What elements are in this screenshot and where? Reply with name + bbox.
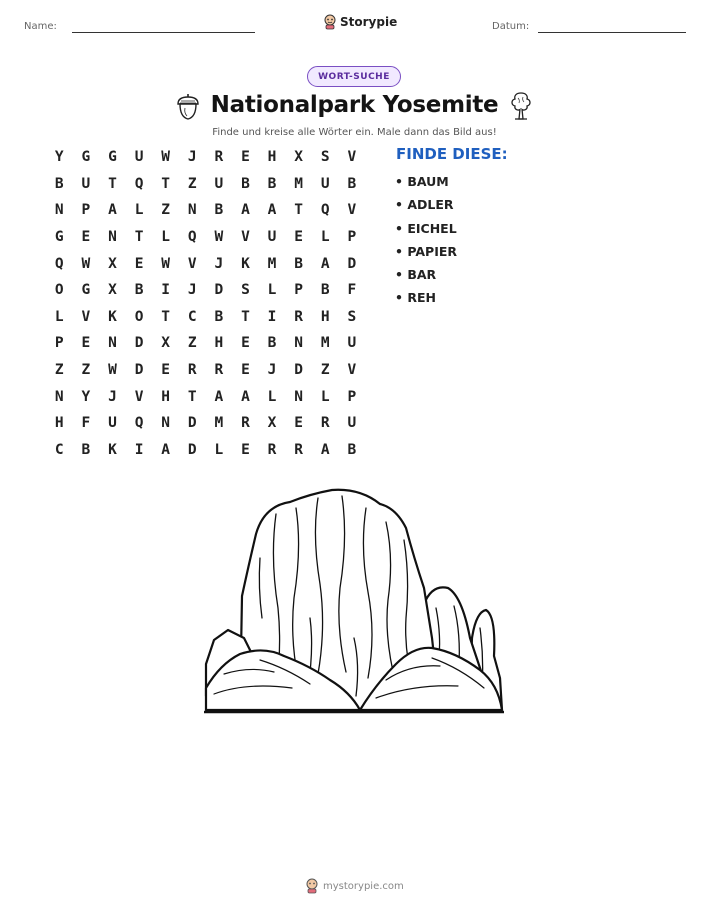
grid-cell[interactable]: Z <box>54 362 64 379</box>
grid-cell[interactable]: D <box>134 362 144 379</box>
brand-name: Storypie <box>340 15 398 29</box>
grid-cell[interactable]: A <box>320 441 330 458</box>
grid-cell[interactable]: M <box>214 415 224 432</box>
grid-cell[interactable]: N <box>187 202 197 219</box>
word-list-item: • BAR <box>395 267 437 283</box>
grid-cell[interactable]: A <box>267 202 277 219</box>
storypie-mascot-icon <box>323 14 337 30</box>
grid-cell[interactable]: C <box>54 441 64 458</box>
grid-cell[interactable]: E <box>161 362 171 379</box>
grid-cell[interactable]: R <box>241 415 250 432</box>
grid-cell[interactable]: D <box>214 282 224 299</box>
grid-cell[interactable]: H <box>214 335 224 352</box>
grid-cell[interactable]: Q <box>54 255 64 272</box>
grid-cell[interactable]: V <box>134 388 144 405</box>
grid-row <box>46 144 365 171</box>
grid-row <box>46 250 365 277</box>
grid-row <box>46 330 365 357</box>
grid-cell[interactable]: P <box>294 282 303 299</box>
footer <box>305 878 404 894</box>
grid-cell[interactable]: L <box>134 202 144 219</box>
grid-cell[interactable]: E <box>241 149 250 166</box>
grid-cell[interactable]: E <box>241 362 250 379</box>
grid-cell[interactable]: P <box>54 335 64 352</box>
grid-cell[interactable]: N <box>108 335 117 352</box>
grid-cell[interactable]: E <box>294 415 303 432</box>
grid-cell[interactable]: W <box>81 255 91 272</box>
grid-cell[interactable]: L <box>267 282 277 299</box>
grid-cell[interactable]: R <box>187 362 197 379</box>
grid-row <box>46 437 365 464</box>
grid-cell[interactable]: L <box>320 388 330 405</box>
grid-cell[interactable]: V <box>241 229 250 246</box>
grid-cell[interactable]: O <box>54 282 64 299</box>
grid-cell[interactable]: I <box>134 441 144 458</box>
word-list <box>395 170 457 310</box>
grid-cell[interactable]: D <box>134 335 144 352</box>
grid-cell[interactable]: A <box>108 202 117 219</box>
grid-cell[interactable]: E <box>241 335 250 352</box>
grid-cell[interactable]: E <box>81 335 91 352</box>
grid-cell[interactable]: B <box>81 441 91 458</box>
grid-cell[interactable]: Y <box>81 388 91 405</box>
grid-cell[interactable]: R <box>294 441 303 458</box>
grid-cell[interactable]: B <box>294 255 303 272</box>
grid-cell[interactable]: H <box>54 415 64 432</box>
grid-cell[interactable]: R <box>320 415 330 432</box>
grid-cell[interactable]: N <box>54 202 64 219</box>
instructions: Finde und kreise alle Wörter ein. Male dann das Bild aus! <box>212 127 497 138</box>
grid-cell[interactable]: E <box>294 229 303 246</box>
grid-cell[interactable]: P <box>347 229 357 246</box>
grid-cell[interactable]: H <box>161 388 171 405</box>
grid-cell[interactable]: N <box>161 415 171 432</box>
grid-cell[interactable]: X <box>108 255 117 272</box>
grid-cell[interactable]: U <box>347 415 357 432</box>
grid-cell[interactable]: X <box>108 282 117 299</box>
grid-cell[interactable]: K <box>108 308 117 325</box>
grid-cell[interactable]: F <box>81 415 91 432</box>
grid-cell[interactable]: T <box>161 175 171 192</box>
grid-cell[interactable]: D <box>187 415 197 432</box>
grid-row <box>46 304 365 331</box>
grid-cell[interactable]: C <box>187 308 197 325</box>
grid-cell[interactable]: E <box>241 441 250 458</box>
grid-cell[interactable]: M <box>267 255 277 272</box>
grid-cell[interactable]: U <box>267 229 277 246</box>
grid-cell[interactable]: H <box>267 149 277 166</box>
grid-cell[interactable]: B <box>54 175 64 192</box>
page-title: Nationalpark Yosemite <box>210 92 499 118</box>
tree-icon <box>509 90 533 122</box>
grid-cell[interactable]: W <box>161 149 171 166</box>
half-dome-rock-illustration <box>200 488 508 716</box>
grid-cell[interactable]: T <box>161 308 171 325</box>
grid-cell[interactable]: X <box>294 149 303 166</box>
grid-cell[interactable]: Q <box>187 229 197 246</box>
grid-cell[interactable]: Z <box>187 335 197 352</box>
grid-cell[interactable]: K <box>108 441 117 458</box>
grid-cell[interactable]: R <box>214 362 224 379</box>
grid-cell[interactable]: A <box>241 388 250 405</box>
grid-row <box>46 197 365 224</box>
word-list-heading: FINDE DIESE: <box>396 145 508 163</box>
grid-row <box>46 277 365 304</box>
grid-cell[interactable]: J <box>108 388 117 405</box>
grid-cell[interactable]: B <box>267 335 277 352</box>
grid-cell[interactable]: U <box>81 175 91 192</box>
word-list-item: • REH <box>395 290 436 306</box>
grid-cell[interactable]: L <box>320 229 330 246</box>
grid-cell[interactable]: M <box>294 175 303 192</box>
grid-cell[interactable]: V <box>81 308 91 325</box>
grid-cell[interactable]: P <box>347 388 357 405</box>
brand-logo <box>323 14 397 30</box>
category-badge: WORT-SUCHE <box>307 66 401 87</box>
grid-cell[interactable]: T <box>134 229 144 246</box>
grid-cell[interactable]: H <box>320 308 330 325</box>
grid-cell[interactable]: W <box>108 362 117 379</box>
grid-cell[interactable]: D <box>294 362 303 379</box>
grid-cell[interactable]: N <box>108 229 117 246</box>
grid-cell[interactable]: D <box>187 441 197 458</box>
grid-cell[interactable]: B <box>347 175 357 192</box>
grid-cell[interactable]: Z <box>320 362 330 379</box>
grid-cell[interactable]: B <box>347 441 357 458</box>
word-search-grid[interactable] <box>46 144 365 463</box>
word-list-item: • PAPIER <box>395 243 458 259</box>
grid-row <box>46 171 365 198</box>
grid-cell[interactable]: G <box>108 149 117 166</box>
grid-cell[interactable]: Q <box>320 202 330 219</box>
grid-cell[interactable]: V <box>347 149 357 166</box>
grid-cell[interactable]: B <box>214 202 224 219</box>
grid-row <box>46 383 365 410</box>
grid-cell[interactable]: V <box>347 202 357 219</box>
grid-cell[interactable]: Z <box>187 175 197 192</box>
grid-cell[interactable]: V <box>347 362 357 379</box>
name-label: Name: <box>24 21 57 32</box>
grid-cell[interactable]: S <box>347 308 357 325</box>
word-list-item: • ADLER <box>395 197 454 213</box>
grid-cell[interactable]: W <box>161 255 171 272</box>
grid-cell[interactable]: R <box>267 441 277 458</box>
grid-cell[interactable]: B <box>214 308 224 325</box>
grid-cell[interactable]: U <box>214 175 224 192</box>
grid-cell[interactable]: S <box>241 282 250 299</box>
grid-cell[interactable]: L <box>267 388 277 405</box>
grid-row <box>46 410 365 437</box>
grid-row <box>46 224 365 251</box>
grid-cell[interactable]: J <box>267 362 277 379</box>
grid-cell[interactable]: T <box>294 202 303 219</box>
grid-cell[interactable]: J <box>187 149 197 166</box>
grid-cell[interactable]: V <box>187 255 197 272</box>
grid-cell[interactable]: R <box>294 308 303 325</box>
date-line[interactable] <box>538 32 686 33</box>
grid-cell[interactable]: U <box>108 415 117 432</box>
grid-cell[interactable]: U <box>134 149 144 166</box>
footer-url[interactable]: mystorypie.com <box>323 880 404 892</box>
grid-cell[interactable]: M <box>320 335 330 352</box>
grid-cell[interactable]: X <box>267 415 277 432</box>
grid-cell[interactable]: B <box>320 282 330 299</box>
grid-cell[interactable]: D <box>347 255 357 272</box>
grid-cell[interactable]: A <box>320 255 330 272</box>
grid-cell[interactable]: B <box>134 282 144 299</box>
grid-cell[interactable]: T <box>187 388 197 405</box>
grid-cell[interactable]: L <box>54 308 64 325</box>
grid-row <box>46 357 365 384</box>
grid-cell[interactable]: O <box>134 308 144 325</box>
grid-cell[interactable]: G <box>81 149 91 166</box>
grid-cell[interactable]: B <box>241 175 250 192</box>
grid-cell[interactable]: A <box>161 441 171 458</box>
grid-cell[interactable]: P <box>81 202 91 219</box>
word-list-item: • EICHEL <box>395 220 457 236</box>
grid-cell[interactable]: E <box>81 229 91 246</box>
word-list-item: • BAUM <box>395 174 449 189</box>
grid-cell[interactable]: T <box>108 175 117 192</box>
grid-cell[interactable]: F <box>347 282 357 299</box>
grid-cell[interactable]: L <box>214 441 224 458</box>
grid-cell[interactable]: J <box>187 282 197 299</box>
grid-cell[interactable]: I <box>267 308 277 325</box>
grid-cell[interactable]: S <box>320 149 330 166</box>
grid-cell[interactable]: R <box>214 149 224 166</box>
grid-cell[interactable]: U <box>320 175 330 192</box>
grid-cell[interactable]: T <box>241 308 250 325</box>
name-line[interactable] <box>72 32 255 33</box>
grid-cell[interactable]: B <box>267 175 277 192</box>
grid-cell[interactable]: Q <box>134 415 144 432</box>
grid-cell[interactable]: E <box>134 255 144 272</box>
storypie-mascot-icon <box>305 878 319 894</box>
grid-cell[interactable]: Z <box>81 362 91 379</box>
grid-cell[interactable]: A <box>214 388 224 405</box>
grid-cell[interactable]: A <box>241 202 250 219</box>
grid-cell[interactable]: Y <box>54 149 64 166</box>
grid-cell[interactable]: L <box>161 229 171 246</box>
grid-cell[interactable]: X <box>161 335 171 352</box>
grid-cell[interactable]: N <box>294 388 303 405</box>
grid-cell[interactable]: Z <box>161 202 171 219</box>
grid-cell[interactable]: U <box>347 335 357 352</box>
grid-cell[interactable]: K <box>241 255 250 272</box>
grid-cell[interactable]: W <box>214 229 224 246</box>
date-label: Datum: <box>492 21 530 32</box>
grid-cell[interactable]: G <box>81 282 91 299</box>
grid-cell[interactable]: Q <box>134 175 144 192</box>
grid-cell[interactable]: G <box>54 229 64 246</box>
grid-cell[interactable]: N <box>54 388 64 405</box>
grid-cell[interactable]: J <box>214 255 224 272</box>
grid-cell[interactable]: N <box>294 335 303 352</box>
grid-cell[interactable]: I <box>161 282 171 299</box>
